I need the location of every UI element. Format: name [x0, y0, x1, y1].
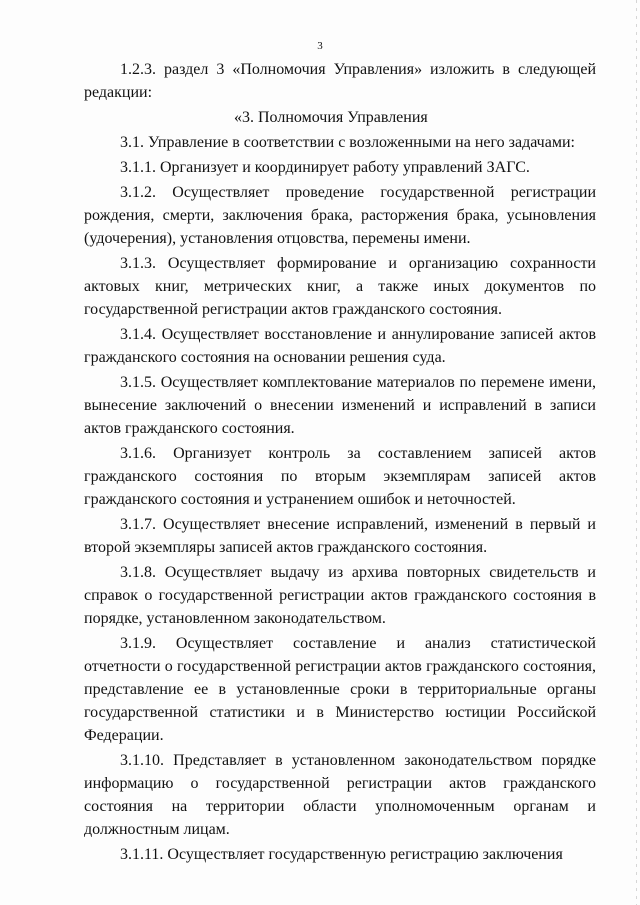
paragraph-3-1-7: 3.1.7. Осуществляет внесение исправлений, изменений в первый и второй экземпляры записей актов гражданского состояния.	[84, 516, 596, 556]
scan-edge-artifact	[636, 0, 637, 905]
paragraph-1-2-3: 1.2.3. раздел 3 «Полномочия Управления» изложить в следующей редакции:	[84, 61, 596, 101]
paragraph-3-1-6: 3.1.6. Организует контроль за составлением записей актов гражданского состояния по вторым экземплярам записей актов гражданского состояния и устранением ошибок и неточностей.	[84, 445, 596, 508]
paragraph-3-1-2: 3.1.2. Осуществляет проведение государственной регистрации рождения, смерти, заключения брака, расторжения брака, усыновления (удочерения), установления отцовства, перемены имени.	[84, 184, 596, 247]
paragraph-3-1-10: 3.1.10. Представляет в установленном законодательством порядке информацию о государственной регистрации актов гражданского состояния на территории области уполномоченным органам и должностным лицам.	[84, 752, 596, 838]
paragraph-3-1-4: 3.1.4. Осуществляет восстановление и аннулирование записей актов гражданского состояния на основании решения суда.	[84, 326, 596, 366]
paragraph-3-1-1: 3.1.1. Организует и координирует работу управлений ЗАГС.	[120, 159, 530, 176]
document-body	[84, 58, 596, 866]
paragraph-3-1-3: 3.1.3. Осуществляет формирование и организацию сохранности актовых книг, метрических книг, а также иных документов по государственной регистрации актов гражданского состояния.	[84, 255, 596, 318]
section-heading: «3. Полномочия Управления	[234, 109, 428, 126]
paragraph-3-1: 3.1. Управление в соответствии с возложенными на него задачами:	[120, 134, 575, 151]
page-number: 3	[317, 40, 323, 52]
paragraph-3-1-5: 3.1.5. Осуществляет комплектование материалов по перемене имени, вынесение заключений о внесении изменений и исправлений в записи актов гражданского состояния.	[84, 374, 596, 437]
paragraph-3-1-11: 3.1.11. Осуществляет государственную регистрацию заключения	[120, 846, 563, 863]
paragraph-3-1-8: 3.1.8. Осуществляет выдачу из архива повторных свидетельств и справок о государственной регистрации актов гражданского состояния в порядке, установленном законодательством.	[84, 564, 596, 627]
paragraph-3-1-9: 3.1.9. Осуществляет составление и анализ статистической отчетности о государственной регистрации актов гражданского состояния, представление ее в установленные сроки в территориальные органы государственной статистики и в Министерство юстиции Российской Федерации.	[84, 635, 596, 744]
